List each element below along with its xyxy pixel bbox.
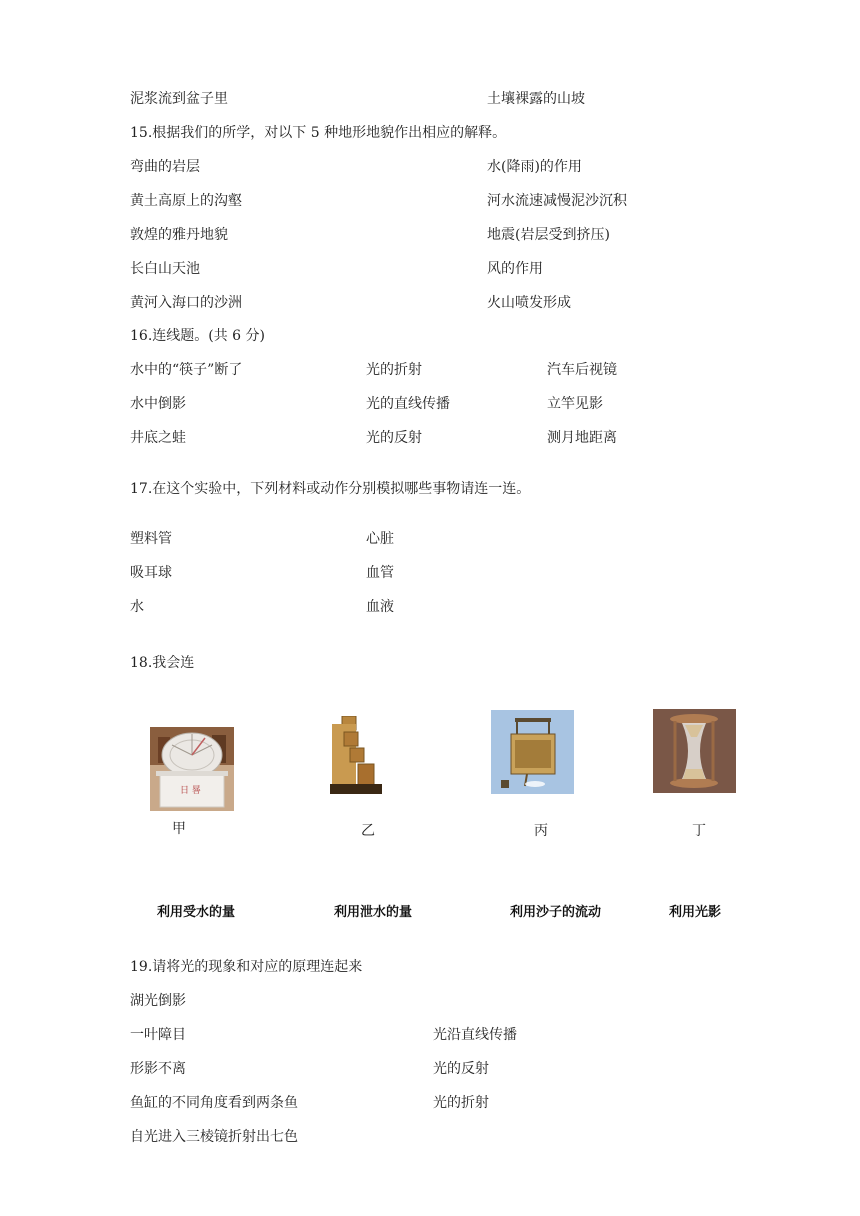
q18-option: 利用受水的量 — [157, 905, 236, 920]
q15-right-item: 河水流速减慢泥沙沉积 — [487, 193, 627, 209]
image-label-yi: 乙 — [361, 823, 375, 839]
q19-right-item: 光的反射 — [433, 1061, 489, 1077]
q19-left-item: 自光进入三棱镜折射出七色 — [130, 1129, 298, 1145]
q17-left-item: 塑料管 — [130, 531, 172, 547]
q16-col2-item: 光的反射 — [366, 430, 422, 446]
q16-col1-item: 井底之蛙 — [130, 430, 186, 446]
image-label-jia: 甲 — [172, 821, 186, 837]
image-label-ding: 丁 — [692, 823, 706, 839]
water-clock-icon — [328, 716, 384, 796]
q16-col3-item: 立竿见影 — [547, 396, 603, 412]
water-vessel-clock-icon — [491, 710, 574, 794]
q17-right-item: 血液 — [366, 599, 394, 615]
top-right-item: 土壤裸露的山坡 — [487, 91, 585, 107]
q16-col1-item: 水中倒影 — [130, 396, 186, 412]
sundial-engraving: 日 晷 — [180, 786, 201, 796]
q15-left-item: 黄河入海口的沙洲 — [130, 295, 242, 311]
q19-right-item: 光沿直线传播 — [433, 1027, 517, 1043]
question-15-title: 15.根据我们的所学，对以下 5 种地形地貌作出相应的解释。 — [130, 125, 507, 141]
top-left-item: 泥浆流到盆子里 — [130, 91, 228, 107]
q19-left-item: 形影不离 — [130, 1061, 186, 1077]
q19-left-item: 鱼缸的不同角度看到两条鱼 — [130, 1095, 298, 1111]
q17-right-item: 血管 — [366, 565, 394, 581]
q19-right-item: 光的折射 — [433, 1095, 489, 1111]
q15-right-item: 地震(岩层受到挤压) — [487, 227, 610, 243]
q15-right-item: 水(降雨)的作用 — [487, 159, 582, 175]
hourglass-icon — [653, 709, 736, 793]
sundial-icon — [150, 727, 234, 811]
q19-left-item: 一叶障目 — [130, 1027, 186, 1043]
q17-left-item: 水 — [130, 599, 144, 615]
q15-left-item: 长白山天池 — [130, 261, 200, 277]
q15-left-item: 弯曲的岩层 — [130, 159, 200, 175]
q16-col3-item: 汽车后视镜 — [547, 362, 617, 378]
q18-option: 利用沙子的流动 — [510, 905, 602, 920]
q16-col1-item: 水中的“筷子”断了 — [130, 362, 243, 378]
image-label-bing: 丙 — [534, 823, 548, 839]
q17-left-item: 吸耳球 — [130, 565, 172, 581]
q15-right-item: 风的作用 — [487, 261, 543, 277]
q18-option: 利用光影 — [669, 905, 722, 920]
question-19-title: 19.请将光的现象和对应的原理连起来 — [130, 959, 363, 975]
q16-col3-item: 测月地距离 — [547, 430, 617, 446]
question-17-title: 17.在这个实验中，下列材料或动作分别模拟哪些事物请连一连。 — [130, 481, 531, 497]
q15-left-item: 敦煌的雅丹地貌 — [130, 227, 228, 243]
q18-option: 利用泄水的量 — [334, 905, 413, 920]
q15-right-item: 火山喷发形成 — [487, 295, 571, 311]
q15-left-item: 黄土高原上的沟壑 — [130, 193, 242, 209]
q16-col2-item: 光的直线传播 — [366, 396, 450, 412]
q17-right-item: 心脏 — [366, 531, 394, 547]
question-18-title: 18.我会连 — [130, 655, 195, 671]
q16-col2-item: 光的折射 — [366, 362, 422, 378]
q19-left-item: 湖光倒影 — [130, 993, 186, 1009]
question-16-title: 16.连线题。(共 6 分) — [130, 328, 265, 344]
